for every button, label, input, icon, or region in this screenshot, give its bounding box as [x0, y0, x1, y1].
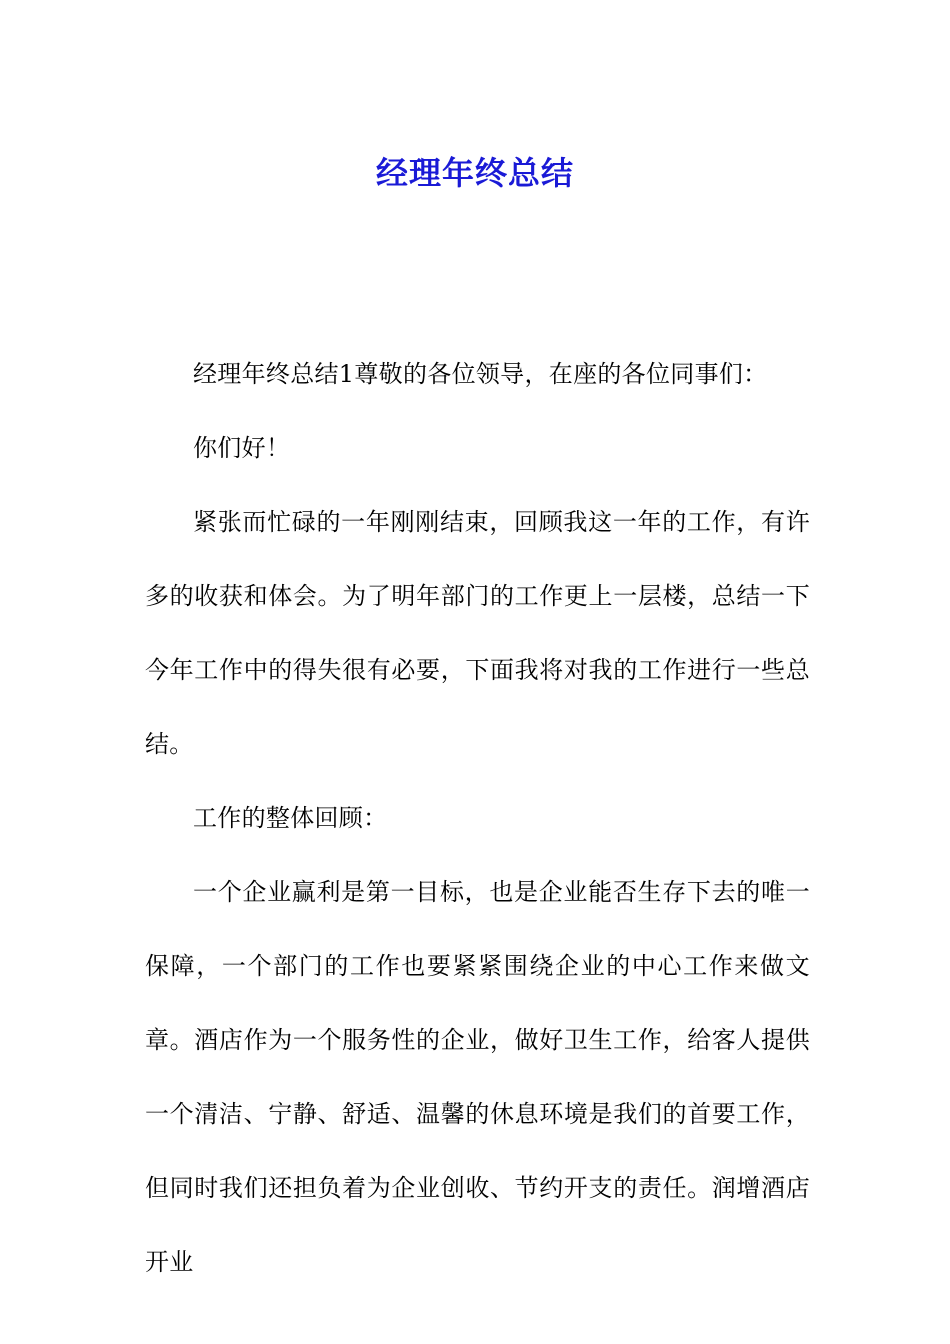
paragraph-overview: 一个企业赢利是第一目标，也是企业能否生存下去的唯一保障，一个部门的工作也要紧紧围绕企业的中心工作来做文章。酒店作为一个服务性的企业，做好卫生工作，给客人提供一个清洁、宁静、舒适、温馨的休息环境是我们的首要工作，但同时我们还担负着为企业创收、节约开支的责任。润增酒店开业 [145, 878, 810, 1276]
document-title: 经理年终总结 [375, 154, 574, 193]
paragraph-intro: 紧张而忙碌的一年刚刚结束，回顾我这一年的工作，有许多的收获和体会。为了明年部门的工作更上一层楼，总结一下今年工作中的得失很有必要，下面我将对我的工作进行一些总结。 [145, 508, 810, 758]
document-body [145, 337, 810, 1299]
paragraph-hello: 你们好！ [193, 434, 291, 462]
paragraph-section-heading: 工作的整体回顾： [193, 804, 388, 832]
paragraph-greeting: 经理年终总结1尊敬的各位领导，在座的各位同事们： [193, 360, 768, 388]
